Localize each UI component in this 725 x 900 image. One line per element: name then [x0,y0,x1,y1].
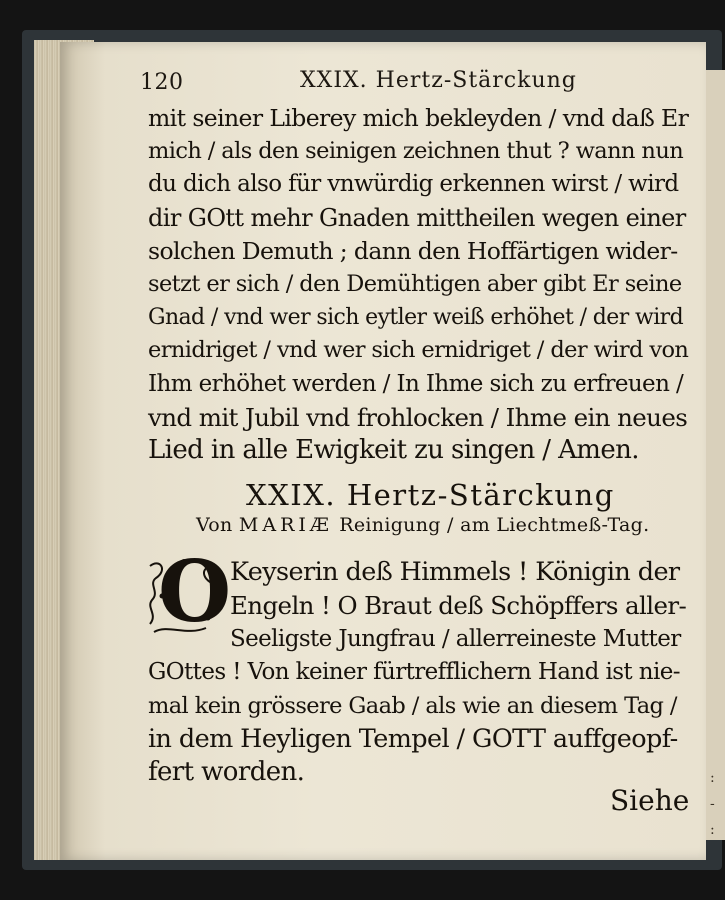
section-dedication [196,514,649,536]
facing-page-edge [706,70,725,840]
text-line: Keyserin deß Himmels ! Königin der [230,557,680,587]
dedication-name: MARIÆ [238,514,333,536]
text-line: solchen Demuth ; dann den Hoffärtigen wider- [148,236,678,265]
text-line: in dem Heyligen Tempel / GOTT auffgeopf- [148,723,678,754]
text-line: fert worden. [148,757,305,788]
facing-page-mark: - [710,796,715,812]
section-title: XXIX. Hertz-Stärckung [246,478,615,512]
text-line: du dich also für vnwürdig erkennen wirst / wird [148,171,679,198]
body-text [148,102,688,467]
text-line: Ihm erhöhet werden / In Ihme sich zu erfreuen / [148,370,684,397]
catchword: Siehe [610,784,690,817]
dedication-suffix: Reinigung / am Liechtmeß-Tag. [339,514,650,536]
text-line: Seeligste Jungfrau / allerreineste Mutter [230,625,681,652]
text-line: ernidriget / vnd wer sich ernidriget / der wird von [148,337,689,364]
section-body-text [148,556,688,790]
page-number: 120 [140,70,184,95]
text-line: mal kein grössere Gaab / als wie an diesem Tag / [148,692,677,719]
text-line: GOttes ! Von keiner fürtrefflichern Hand ist nie- [148,659,680,686]
text-line: mit seiner Liberey mich bekleyden / vnd daß Er [148,104,689,132]
text-line: Engeln ! O Braut deß Schöpffers aller- [230,591,687,621]
text-line: Gnad / vnd wer sich eytler weiß erhöhet / der wird [148,305,684,331]
facing-page-mark: : [710,770,715,786]
text-line: Lied in alle Ewigkeit zu singen / Amen. [148,434,639,465]
text-line: vnd mit Jubil vnd frohlocken / Ihme ein neues [148,402,688,432]
page-header [0,66,725,96]
initial-letter: O [158,542,232,641]
text-line: mich / als den seinigen zeichnen thut ? wann nun [148,138,684,165]
dedication-prefix: Von [196,514,233,536]
text-line: dir GOtt mehr Gnaden mittheilen wegen einer [148,203,686,232]
facing-page-mark: : [710,822,715,838]
running-head: XXIX. Hertz-Stärckung [300,68,577,93]
text-line: setzt er sich / den Demühtigen aber gibt Er seine [148,270,682,297]
